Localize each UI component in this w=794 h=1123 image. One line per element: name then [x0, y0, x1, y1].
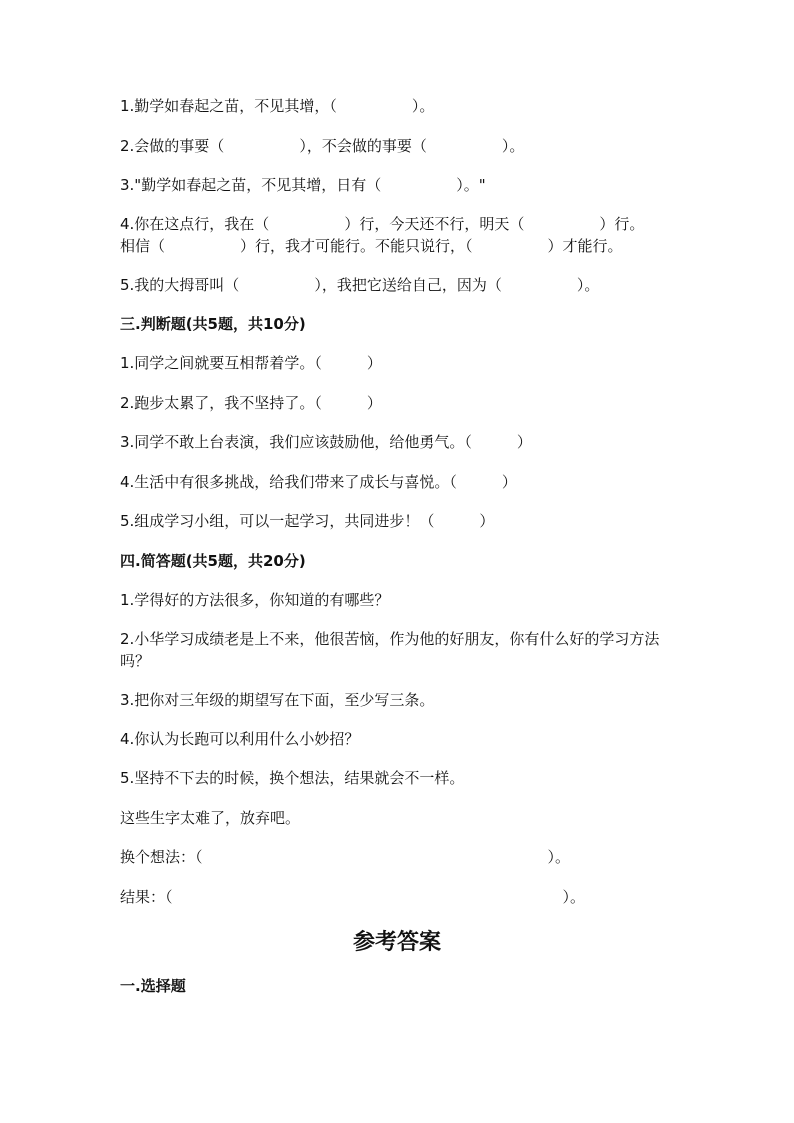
- answer-key-title: 参考答案: [352, 929, 441, 955]
- fill-in-question-3: 3."勤学如春起之苗，不见其增，日有（ ）。": [120, 176, 486, 194]
- fill-in-question-4-line-2: 相信（ ）行，我才可能行。不能只说行，（ ）才能行。: [120, 237, 623, 255]
- section-3-heading: 三.判断题(共5题，共10分): [120, 315, 306, 333]
- fill-in-question-4-line-1: 4.你在这点行，我在（ ）行，今天还不行，明天（ ）行。: [120, 215, 645, 233]
- judgement-question-2: 2.跑步太累了，我不坚持了。（ ）: [120, 394, 382, 412]
- question-5-result: 结果：（ ）。: [120, 888, 586, 906]
- judgement-question-5: 5.组成学习小组，可以一起学习，共同进步！（ ）: [120, 512, 495, 530]
- short-answer-question-4: 4.你认为长跑可以利用什么小妙招？: [120, 730, 360, 748]
- fill-in-question-1: 1.勤学如春起之苗，不见其增，（ ）。: [120, 97, 435, 115]
- answer-section-1-heading: 一.选择题: [120, 977, 186, 995]
- short-answer-question-1: 1.学得好的方法很多，你知道的有哪些？: [120, 591, 390, 609]
- judgement-question-1: 1.同学之间就要互相帮着学。（ ）: [120, 354, 382, 372]
- short-answer-question-5: 5.坚持不下去的时候，换个想法，结果就会不一样。: [120, 769, 465, 787]
- fill-in-question-5: 5.我的大拇哥叫（ ），我把它送给自己，因为（ ）。: [120, 276, 600, 294]
- question-5-statement: 这些生字太难了，放弃吧。: [120, 809, 301, 827]
- short-answer-question-2: 2.小华学习成绩老是上不来，他很苦恼，作为他的好朋友，你有什么好的学习方法吗？: [120, 630, 660, 670]
- judgement-question-4: 4.生活中有很多挑战，给我们带来了成长与喜悦。（ ）: [120, 473, 517, 491]
- section-4-heading: 四.简答题(共5题，共20分): [120, 552, 306, 570]
- judgement-question-3: 3.同学不敢上台表演，我们应该鼓励他，给他勇气。（ ）: [120, 433, 532, 451]
- short-answer-question-3: 3.把你对三年级的期望写在下面，至少写三条。: [120, 691, 435, 709]
- question-5-new-thinking: 换个想法：（ ）。: [120, 848, 571, 866]
- fill-in-question-2: 2.会做的事要（ ），不会做的事要（ ）。: [120, 137, 525, 155]
